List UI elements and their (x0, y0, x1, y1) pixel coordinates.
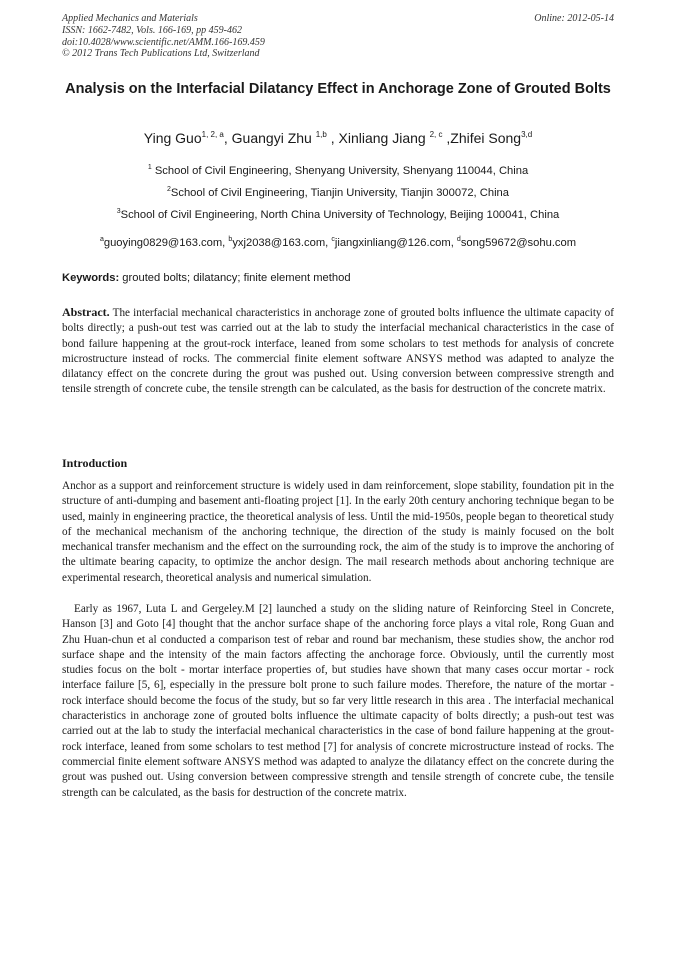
affiliation-1: $^1$ School of Civil Engineering, Shenyang University, Shenyang 110044, China (147, 164, 529, 177)
abstract (62, 305, 614, 398)
keywords-text: grouted bolts; dilatancy; finite element method (119, 272, 351, 284)
author-1: Ying Guo$^{1, 2, a}$, (143, 130, 232, 146)
email-list: $^a$guoying0829@163.com, $^b$yxj2038@163.com, $^c$jiangxinliang@126.com, $^d$song59672@sohu.com (99, 236, 577, 249)
journal-name: Applied Mechanics and Materials (62, 13, 198, 24)
author-list (62, 129, 614, 147)
email-a: guoying0829@163.com, (103, 237, 229, 249)
online-date: Online: 2012-05-14 (534, 13, 614, 24)
paper-title: Analysis on the Interfacial Dilatancy Effect in Anchorage Zone of Grouted Bolts (65, 81, 611, 97)
copyright-line: © 2012 Trans Tech Publications Ltd, Switzerland (62, 48, 260, 60)
affiliation-2: $^2$School of Civil Engineering, Tianjin University, Tianjin 300072, China (167, 186, 509, 199)
email-c: jiangxinliang@126.com, (334, 237, 457, 249)
intro-paragraph-1: Anchor as a support and reinforcement structure is widely used in dam reinforcement, slope stability, foundation pit in the structure of anti-dumping and basement anti-floating project [1]. In the early 20th century anchoring technique began to be used, mainly in engineering practice, the theoretical analysis of less. Until the mid-1950s, people began to theoretical study of the mechanical mechanism of the anchoring technique, the direction of the study is mainly focused on the bolt mechanical transfer mechanism and the effect on the surrounding rock, the aim of the study is to improve the anchoring of the ultimate bearing capacity, to optimize the anchor design. The mail research methods about anchoring technique are experimental research, theoretical analysis and numerical simulation. (62, 480, 614, 584)
author-3: Xinliang Jiang $^{2, c}$ , (338, 130, 451, 146)
abstract-text: The interfacial mechanical characteristics in anchorage zone of grouted bolts influence the ultimate capacity of bolts directly; a push-out test was carried out at the lab to study the interfacial mechanical characteristics in the case of bond failure happening at the grout-rock interface, leaned from some scholars to test methods for analysis of concrete microstructure instead of rocks. The commercial finite element software ANSYS method was adapted to analyze the dilatancy effect on the concrete during the grout was pushed out. Using conversion between compressive strength and tensile strength of concrete cube, the tensile strength can be calculated, as the basis for destruction of the concrete matrix. (62, 307, 614, 396)
email-d: song59672@sohu.com (460, 237, 577, 249)
intro-paragraph-2: Early as 1967, Luta L and Gergeley.M [2] launched a study on the sliding nature of Reinforcing Steel in Concrete, Hanson [3] and Goto [4] thought that the anchor surface shape of the anchoring force plays a vital role, Rong Guan and Zhu Huan-chun et al conducted a comparison test of rebar and round bar mechanism, these studies show, the anchor rod surface shape and the intensity of the main factors affecting the anchorage force. Obviously, until the currently most studies focus on the bolt - mortar interface properties of, but studies have shown that many cases occur mortar - rock interface failure [5, 6], especially in the pressure bolt prone to such failure modes. Therefore, the nature of the mortar - rock interface should become the focus of the study, but so far very little research in this area . The interfacial mechanical characteristics in anchorage zone of grouted bolts influence the ultimate capacity of bolts directly; a push-out test was carried out at the lab to study the interfacial mechanical characteristics in the case of bond failure happening at the grout-rock interface, leaned from some scholars to test method [7] for analysis of concrete microstructure instead of rocks. The commercial finite element software ANSYS method was adapted to analyze the dilatancy effect on the concrete during the grout was pushed out. Using conversion between compressive strength and tensile strength of concrete cube, the tensile strength can be calculated, as the basis for destruction of the concrete matrix. (62, 603, 614, 799)
author-4: Zhifei Song$^{3,d}$ (450, 130, 533, 146)
author-2: Guangyi Zhu $^{1,b}$ , (231, 130, 339, 146)
section-heading-introduction: Introduction (62, 456, 128, 470)
doi-line: doi:10.4028/www.scientific.net/AMM.166-169.459 (62, 36, 265, 48)
issn-line: ISSN: 1662-7482, Vols. 166-169, pp 459-462 (62, 24, 242, 36)
keywords-label: Keywords: (62, 272, 120, 284)
affiliation-3: $^3$School of Civil Engineering, North China University of Technology, Beijing 100041, China (116, 208, 560, 221)
publication-header (62, 13, 614, 60)
abstract-label: Abstract. (62, 305, 110, 319)
email-b: yxj2038@163.com, (232, 237, 332, 249)
keywords (62, 271, 614, 285)
